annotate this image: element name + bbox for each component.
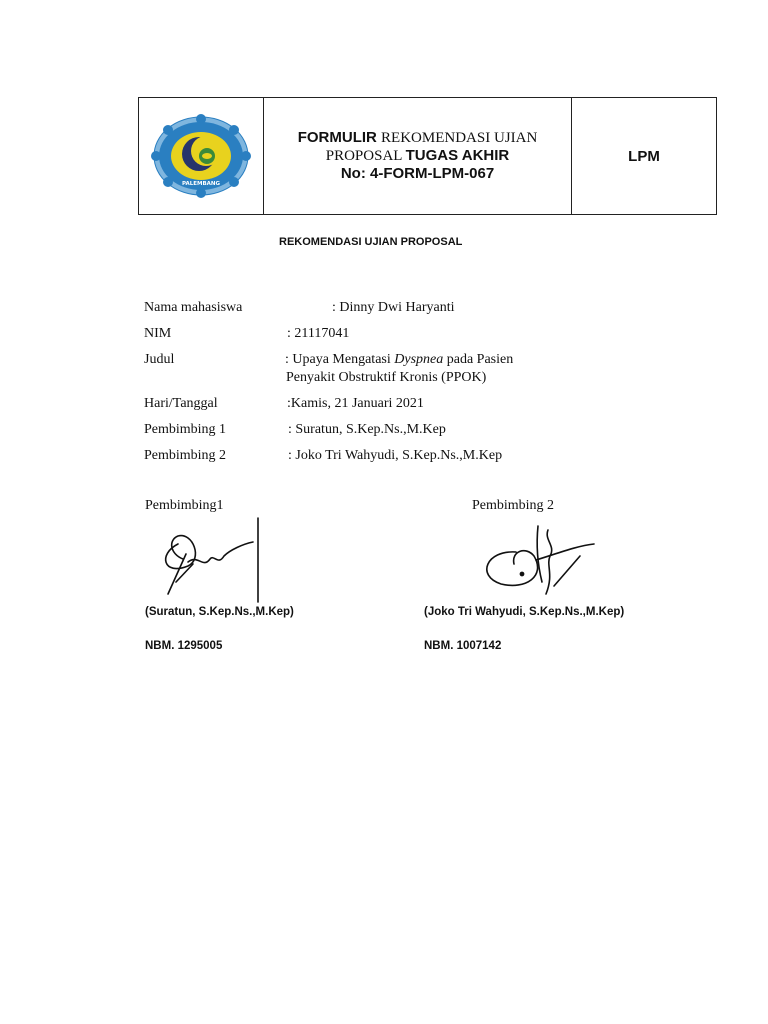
field-label: Judul: [144, 352, 175, 367]
lpm-label: LPM: [628, 147, 660, 165]
field-label: NIM: [144, 326, 172, 341]
title-proposal: PROPOSAL: [325, 148, 406, 164]
field-value-line-2: Penyakit Obstruktif Kronis (PPOK): [286, 370, 487, 385]
title-rekomendasi: REKOMENDASI UJIAN: [381, 130, 538, 146]
field-label: Pembimbing 1: [144, 422, 227, 437]
signature-left-label: Pembimbing1: [145, 498, 224, 513]
signature-left-scribble: [148, 514, 268, 606]
field-value: : Upaya Mengatasi Dyspnea pada Pasien: [285, 352, 514, 367]
signature-right-label: Pembimbing 2: [472, 498, 555, 513]
field-value: :Kamis, 21 Januari 2021: [287, 396, 424, 411]
signature-right-scribble: [476, 516, 600, 600]
page-heading: REKOMENDASI UJIAN PROPOSAL: [279, 236, 463, 248]
form-title-line-2: [326, 147, 510, 165]
signature-right-nbm: NBM. 1007142: [424, 640, 502, 652]
title-formulir: FORMULIR: [297, 129, 382, 146]
form-header-table: [138, 97, 717, 215]
signature-left-name: (Suratun, S.Kep.Ns.,M.Kep): [145, 606, 294, 618]
field-label: Pembimbing 2: [144, 448, 227, 463]
field-label: Hari/Tanggal: [144, 396, 218, 411]
logo-cell: [139, 98, 264, 214]
form-number: No: 4-FORM-LPM-067: [340, 165, 495, 182]
field-label: Nama mahasiswa: [144, 300, 243, 315]
field-value: : Suratun, S.Kep.Ns.,M.Kep: [288, 422, 446, 437]
title-tugas-akhir: TUGAS AKHIR: [405, 147, 510, 164]
university-seal-icon: [151, 114, 251, 198]
field-value: : 21117041: [287, 326, 350, 341]
signature-right-name: (Joko Tri Wahyudi, S.Kep.Ns.,M.Kep): [424, 606, 625, 618]
signature-left-nbm: NBM. 1295005: [145, 640, 223, 652]
field-value: : Dinny Dwi Haryanti: [332, 300, 455, 315]
seal-text: PALEMBANG: [181, 181, 221, 187]
form-title-cell: [264, 98, 572, 214]
form-title-line-1: [298, 129, 538, 147]
field-value: : Joko Tri Wahyudi, S.Kep.Ns.,M.Kep: [288, 448, 503, 463]
